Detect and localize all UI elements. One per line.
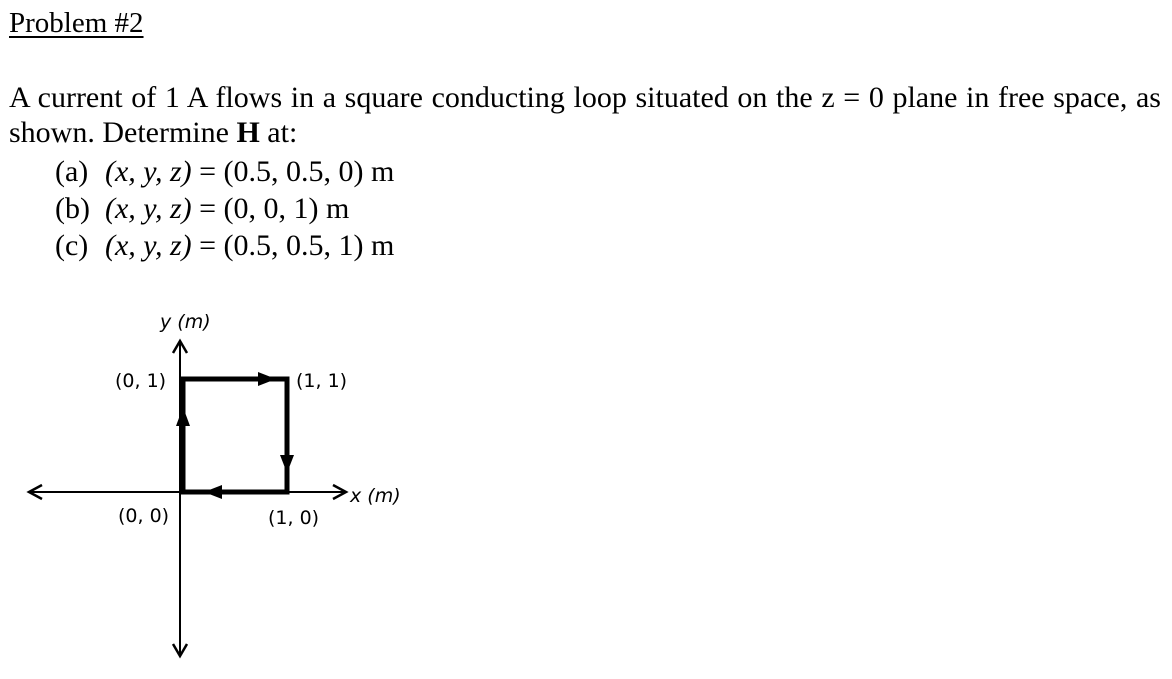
part-a-coords: (x, y, z) bbox=[105, 155, 192, 188]
current-arrow-bottom bbox=[204, 485, 222, 499]
corner-label-bottom-right: (1, 0) bbox=[268, 507, 320, 529]
statement-prefix: A current of 1 A flows in a square conducting loop situated on the z = 0 plane in free space, as shown. Determine bbox=[9, 81, 1161, 149]
part-a bbox=[55, 153, 394, 190]
loop-figure bbox=[0, 290, 460, 679]
problem-title: Problem #2 bbox=[9, 7, 144, 39]
current-arrow-left bbox=[176, 407, 190, 426]
problem-statement bbox=[9, 80, 1161, 150]
part-b bbox=[55, 190, 394, 227]
part-c-coords: (x, y, z) bbox=[105, 229, 192, 262]
corner-label-top-left: (0, 1) bbox=[115, 370, 167, 392]
y-axis-label: y (m) bbox=[160, 311, 211, 333]
part-c-value: = (0.5, 0.5, 1) m bbox=[191, 229, 395, 262]
part-c bbox=[55, 227, 394, 264]
x-axis-label: x (m) bbox=[350, 485, 401, 507]
part-a-label: (a) bbox=[55, 155, 89, 188]
statement-suffix: at: bbox=[259, 116, 298, 149]
part-a-value: = (0.5, 0.5, 0) m bbox=[191, 155, 395, 188]
current-loop bbox=[183, 379, 287, 492]
part-c-label: (c) bbox=[55, 229, 89, 262]
corner-label-top-right: (1, 1) bbox=[296, 370, 348, 392]
part-b-coords: (x, y, z) bbox=[105, 192, 192, 225]
statement-bold-symbol: H bbox=[236, 116, 260, 149]
part-b-label: (b) bbox=[55, 192, 90, 225]
loop-diagram bbox=[0, 290, 460, 679]
part-b-value: = (0, 0, 1) m bbox=[191, 192, 350, 225]
problem-parts bbox=[55, 153, 394, 264]
corner-label-bottom-left: (0, 0) bbox=[118, 505, 170, 527]
current-arrow-top bbox=[258, 372, 276, 386]
current-arrow-right bbox=[280, 455, 294, 473]
